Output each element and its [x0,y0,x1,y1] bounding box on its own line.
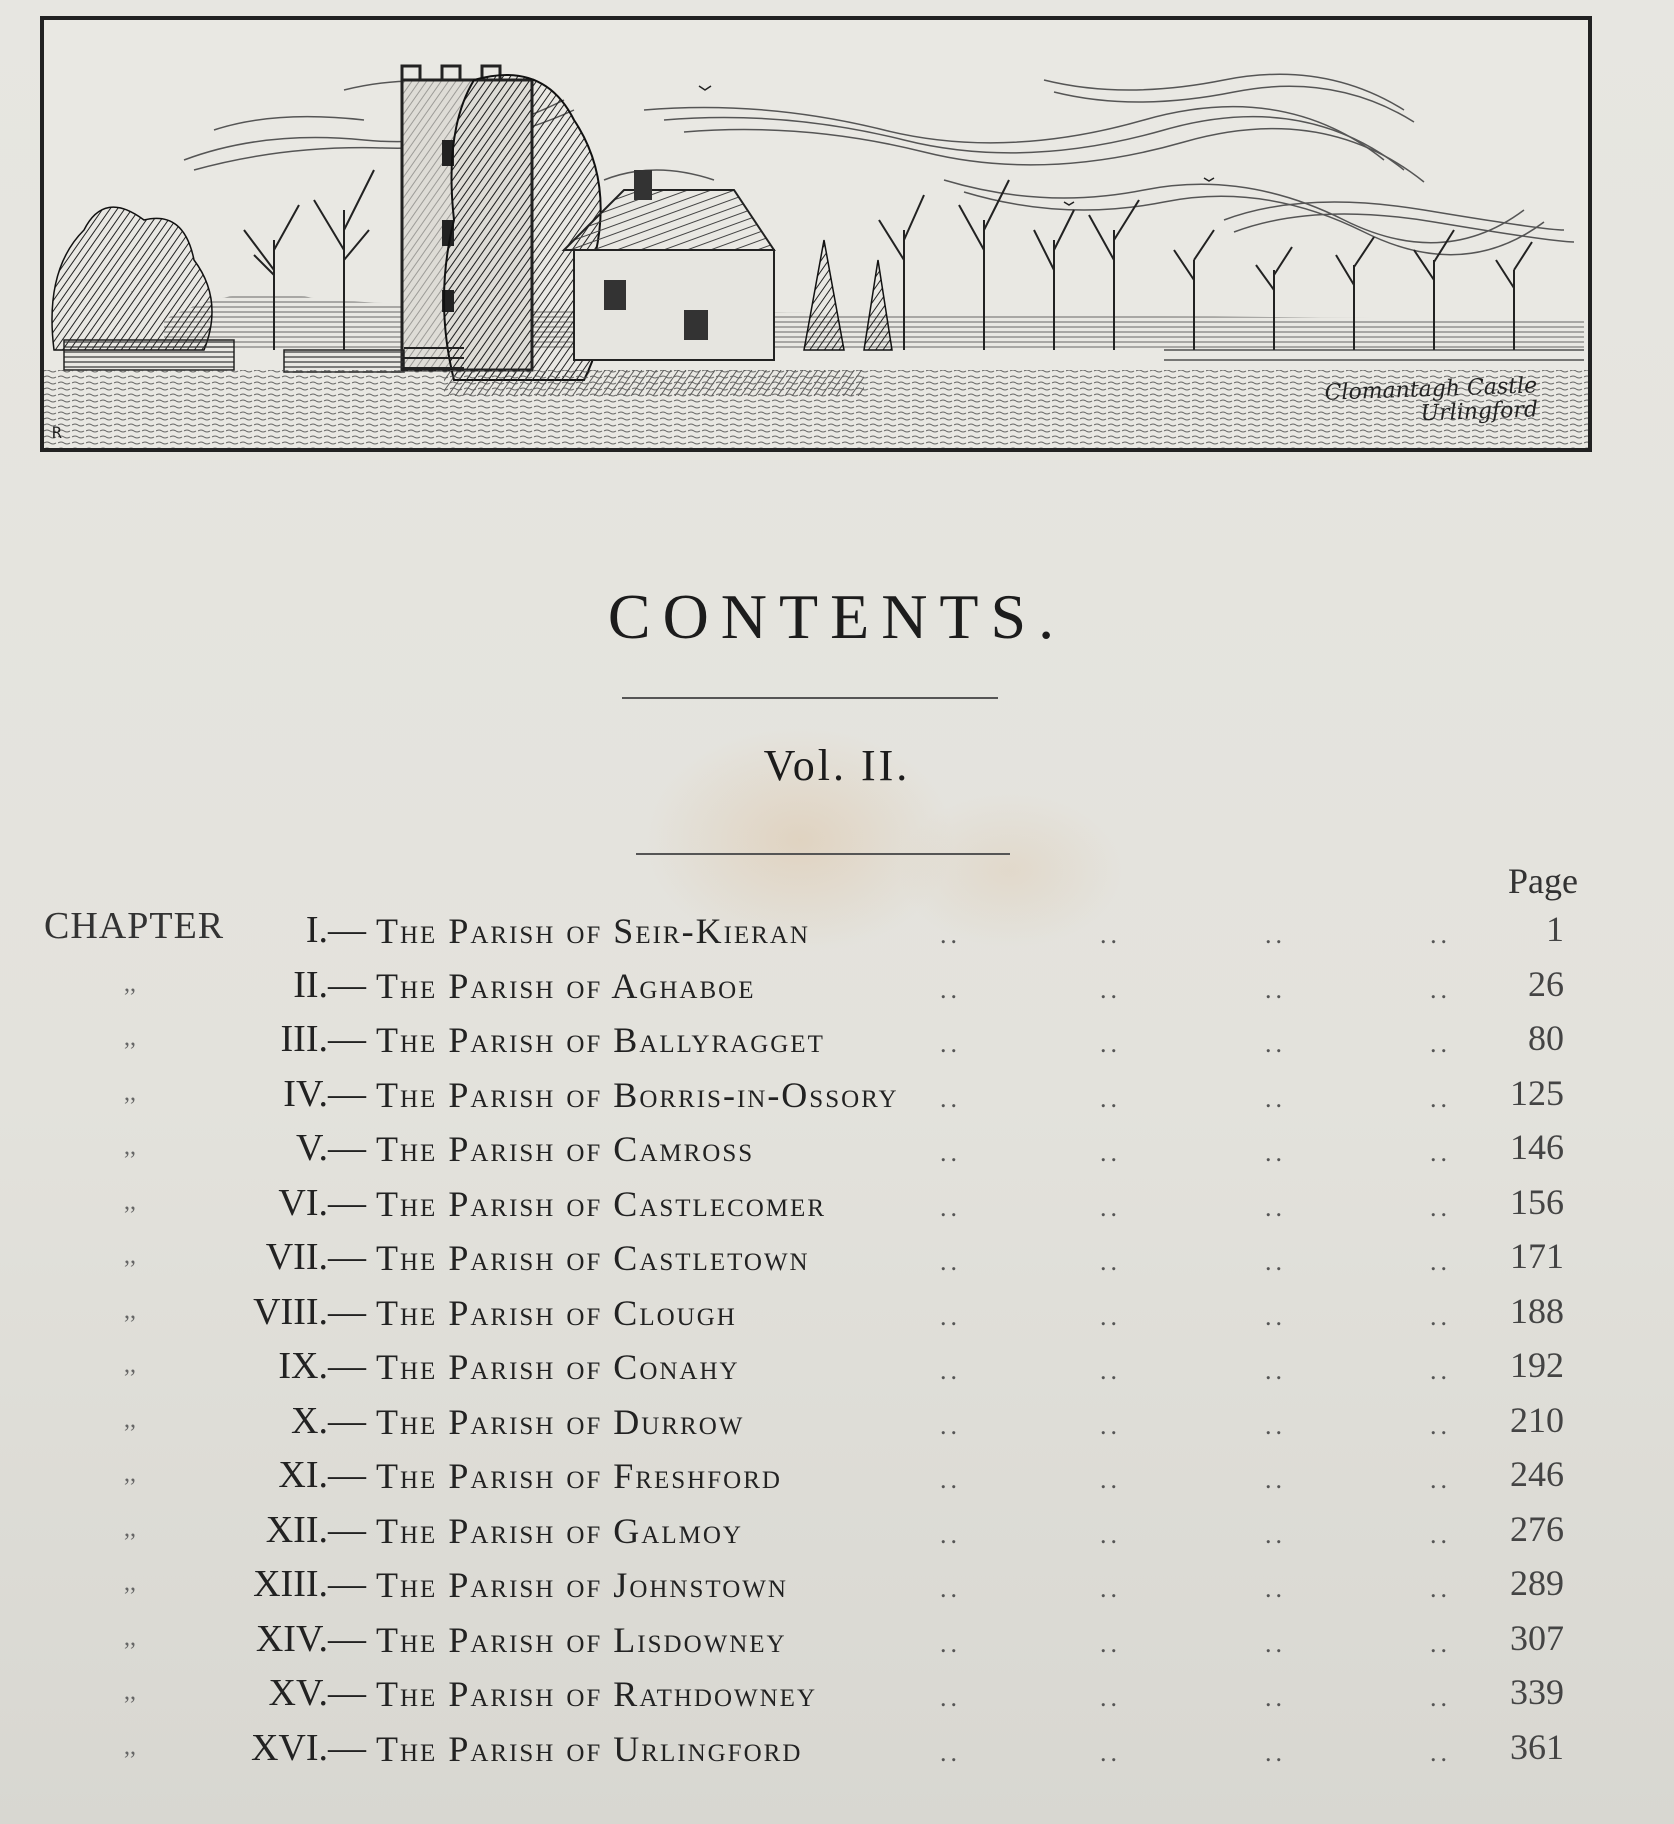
page-number: 339 [1510,1672,1564,1712]
engraving-illustration [40,16,1592,452]
leader-dots: .. [1265,1356,1286,1385]
leader-dots: .. [1430,1083,1451,1113]
em-dash: — [328,1617,366,1660]
leader-dots: .. [1265,974,1286,1004]
leader-dots: .. [1265,1574,1286,1603]
page-number: 276 [1510,1508,1564,1549]
leader-dots: .. [940,1083,961,1113]
leader-dots: .. [1430,1247,1451,1276]
chapter-numeral: IX. [278,1345,328,1387]
leader-dots: .. [940,1519,961,1549]
chapter-title: The Parish of Rathdowney [376,1674,818,1714]
ditto-mark: ,, [124,1079,136,1106]
em-dash: — [328,963,366,1006]
toc-entry [0,1017,1674,1067]
leader-dots: .. [1265,1138,1286,1167]
em-dash: — [328,1018,366,1060]
chapter-title: The Parish of Castletown [376,1238,810,1278]
leader-dots: .. [940,1247,961,1276]
page-number: 246 [1510,1454,1564,1494]
leader-dots: .. [940,1356,961,1385]
toc-entry [0,1126,1674,1176]
contents-title: CONTENTS. [607,581,1067,652]
chapter-numeral: XIV. [255,1617,328,1660]
leader-dots: .. [1265,1519,1286,1549]
ditto-mark: ,, [124,1406,136,1433]
leader-dots: .. [1430,1465,1451,1494]
leader-dots: .. [1100,1029,1121,1058]
chapter-title: The Parish of Seir-Kieran [376,911,810,951]
leader-dots: .. [1430,974,1451,1004]
leader-dots: .. [1430,1574,1451,1603]
chapter-title: The Parish of Galmoy [376,1510,743,1551]
chapter-title: The Parish of Clough [376,1292,737,1333]
toc-entry [0,1617,1674,1667]
ditto-mark: ,, [124,1188,136,1215]
leader-dots: .. [940,1683,961,1712]
em-dash: — [328,1127,366,1169]
em-dash: — [328,1726,366,1769]
leader-dots: .. [1100,1519,1121,1549]
chapter-title: The Parish of Lisdowney [376,1619,787,1660]
ditto-mark: ,, [124,1624,136,1651]
ditto-mark: ,, [124,1570,136,1596]
toc-entry [0,1181,1674,1231]
page-number: 1 [1546,909,1564,949]
title-rule [622,697,998,699]
chapter-numeral: X. [291,1399,328,1442]
engraver-initial: R [52,423,62,442]
chapter-title: The Parish of Aghaboe [376,965,756,1006]
toc-entry [0,1235,1674,1285]
volume-heading: Vol. II. [763,741,911,790]
ditto-mark: ,, [124,1297,136,1324]
leader-dots: .. [1265,920,1286,949]
toc-entry [0,1072,1674,1122]
toc-entry [0,1671,1674,1721]
leader-dots: .. [1430,1410,1451,1440]
chapter-numeral: I. [305,909,328,951]
chapter-numeral: XVI. [250,1726,328,1769]
leader-dots: .. [940,1628,961,1658]
chapter-numeral: XIII. [253,1563,328,1605]
caption-line-2: Urlingford [1420,397,1539,427]
page-number: 188 [1510,1290,1564,1331]
leader-dots: .. [1100,1683,1121,1712]
leader-dots: .. [1430,1192,1451,1222]
leader-dots: .. [1100,920,1121,949]
chapter-numeral: XII. [265,1508,328,1551]
leader-dots: .. [1100,1410,1121,1440]
chapter-numeral: III. [280,1018,328,1060]
em-dash: — [328,1236,366,1278]
em-dash: — [328,1345,366,1387]
page-number: 156 [1510,1181,1564,1222]
chapter-label: CHAPTER [44,905,225,947]
page-number: 289 [1510,1563,1564,1603]
chapter-numeral: II. [293,963,328,1006]
leader-dots: .. [1430,1737,1451,1767]
em-dash: — [328,1508,366,1551]
em-dash: — [328,1072,366,1115]
em-dash: — [328,909,366,951]
chapter-numeral: XI. [278,1454,328,1496]
ditto-mark: ,, [124,1243,136,1269]
leader-dots: .. [1100,1083,1121,1113]
chapter-title: The Parish of Borris-in-Ossory [376,1074,899,1115]
page-number: 361 [1510,1726,1564,1767]
ditto-mark: ,, [124,1461,136,1487]
chapter-title: The Parish of Freshford [376,1456,782,1496]
em-dash: — [328,1399,366,1442]
leader-dots: .. [940,1029,961,1058]
chapter-title: The Parish of Durrow [376,1401,745,1442]
chapter-title: The Parish of Conahy [376,1347,740,1387]
toc-entry [0,1290,1674,1340]
leader-dots: .. [1430,1301,1451,1331]
ditto-mark: ,, [124,1733,136,1760]
chapter-title: The Parish of Johnstown [376,1565,788,1605]
leader-dots: .. [1265,1247,1286,1276]
leader-dots: .. [1265,1628,1286,1658]
page-number: 125 [1510,1072,1564,1113]
chapter-numeral: V. [295,1127,328,1169]
leader-dots: .. [1100,1574,1121,1603]
chapter-title: The Parish of Camross [376,1129,755,1169]
leader-dots: .. [940,1574,961,1603]
em-dash: — [328,1454,366,1496]
toc-entry [0,1562,1674,1612]
toc-entry [0,1508,1674,1558]
ditto-mark: ,, [124,1134,136,1160]
leader-dots: .. [940,1138,961,1167]
leader-dots: .. [1430,1138,1451,1167]
leader-dots: .. [1430,1683,1451,1712]
caption-line-1: Clomantagh Castle [1324,373,1538,406]
leader-dots: .. [940,974,961,1004]
leader-dots: .. [940,1410,961,1440]
leader-dots: .. [1265,1737,1286,1767]
chapter-numeral: XV. [268,1672,328,1714]
em-dash: — [328,1290,366,1333]
leader-dots: .. [1100,1138,1121,1167]
toc-entry [0,963,1674,1013]
toc-entry [0,1399,1674,1449]
chapter-title: The Parish of Castlecomer [376,1183,826,1224]
leader-dots: .. [1265,1465,1286,1494]
toc-entry [0,1344,1674,1394]
leader-dots: .. [1100,1465,1121,1494]
leader-dots: .. [1100,1628,1121,1658]
leader-dots: .. [1265,1083,1286,1113]
page-column-heading: Page [1508,861,1578,901]
chapter-title: The Parish of Urlingford [376,1728,803,1769]
leader-dots: .. [1430,1519,1451,1549]
page-number: 171 [1510,1236,1564,1276]
leader-dots: .. [1265,1301,1286,1331]
leader-dots: .. [1100,1737,1121,1767]
leader-dots: .. [1430,1356,1451,1385]
volume-rule [636,853,1010,855]
leader-dots: .. [940,1301,961,1331]
leader-dots: .. [1100,1247,1121,1276]
chapter-numeral: IV. [283,1072,328,1115]
page-number: 210 [1510,1399,1564,1440]
leader-dots: .. [1265,1683,1286,1712]
toc-entry [0,1453,1674,1503]
chapter-numeral: VI. [278,1181,328,1224]
leader-dots: .. [1430,1029,1451,1058]
chapter-numeral: VIII. [253,1290,328,1333]
em-dash: — [328,1563,366,1605]
leader-dots: .. [1265,1192,1286,1222]
chapter-title: The Parish of Ballyragget [376,1020,825,1060]
leader-dots: .. [1265,1410,1286,1440]
page-number: 192 [1510,1345,1564,1385]
toc-entry [0,908,1674,958]
leader-dots: .. [1100,1192,1121,1222]
engraving-caption [1325,374,1539,429]
leader-dots: .. [940,1465,961,1494]
page-number: 26 [1528,963,1564,1004]
ditto-mark: ,, [124,1515,136,1542]
leader-dots: .. [1430,1628,1451,1658]
leader-dots: .. [1100,1356,1121,1385]
leader-dots: .. [1100,1301,1121,1331]
leader-dots: .. [940,1737,961,1767]
chapter-numeral: VII. [265,1236,328,1278]
ditto-mark: ,, [124,1352,136,1378]
page-number: 80 [1528,1018,1564,1058]
leader-dots: .. [940,1192,961,1222]
em-dash: — [328,1181,366,1224]
leader-dots: .. [1100,974,1121,1004]
leader-dots: .. [940,920,961,949]
page-number: 307 [1510,1617,1564,1658]
page-number: 146 [1510,1127,1564,1167]
ditto-mark: ,, [124,1025,136,1051]
ditto-mark: ,, [124,970,136,997]
em-dash: — [328,1672,366,1714]
ditto-mark: ,, [124,1679,136,1705]
leader-dots: .. [1430,920,1451,949]
toc-entry [0,1726,1674,1776]
leader-dots: .. [1265,1029,1286,1058]
